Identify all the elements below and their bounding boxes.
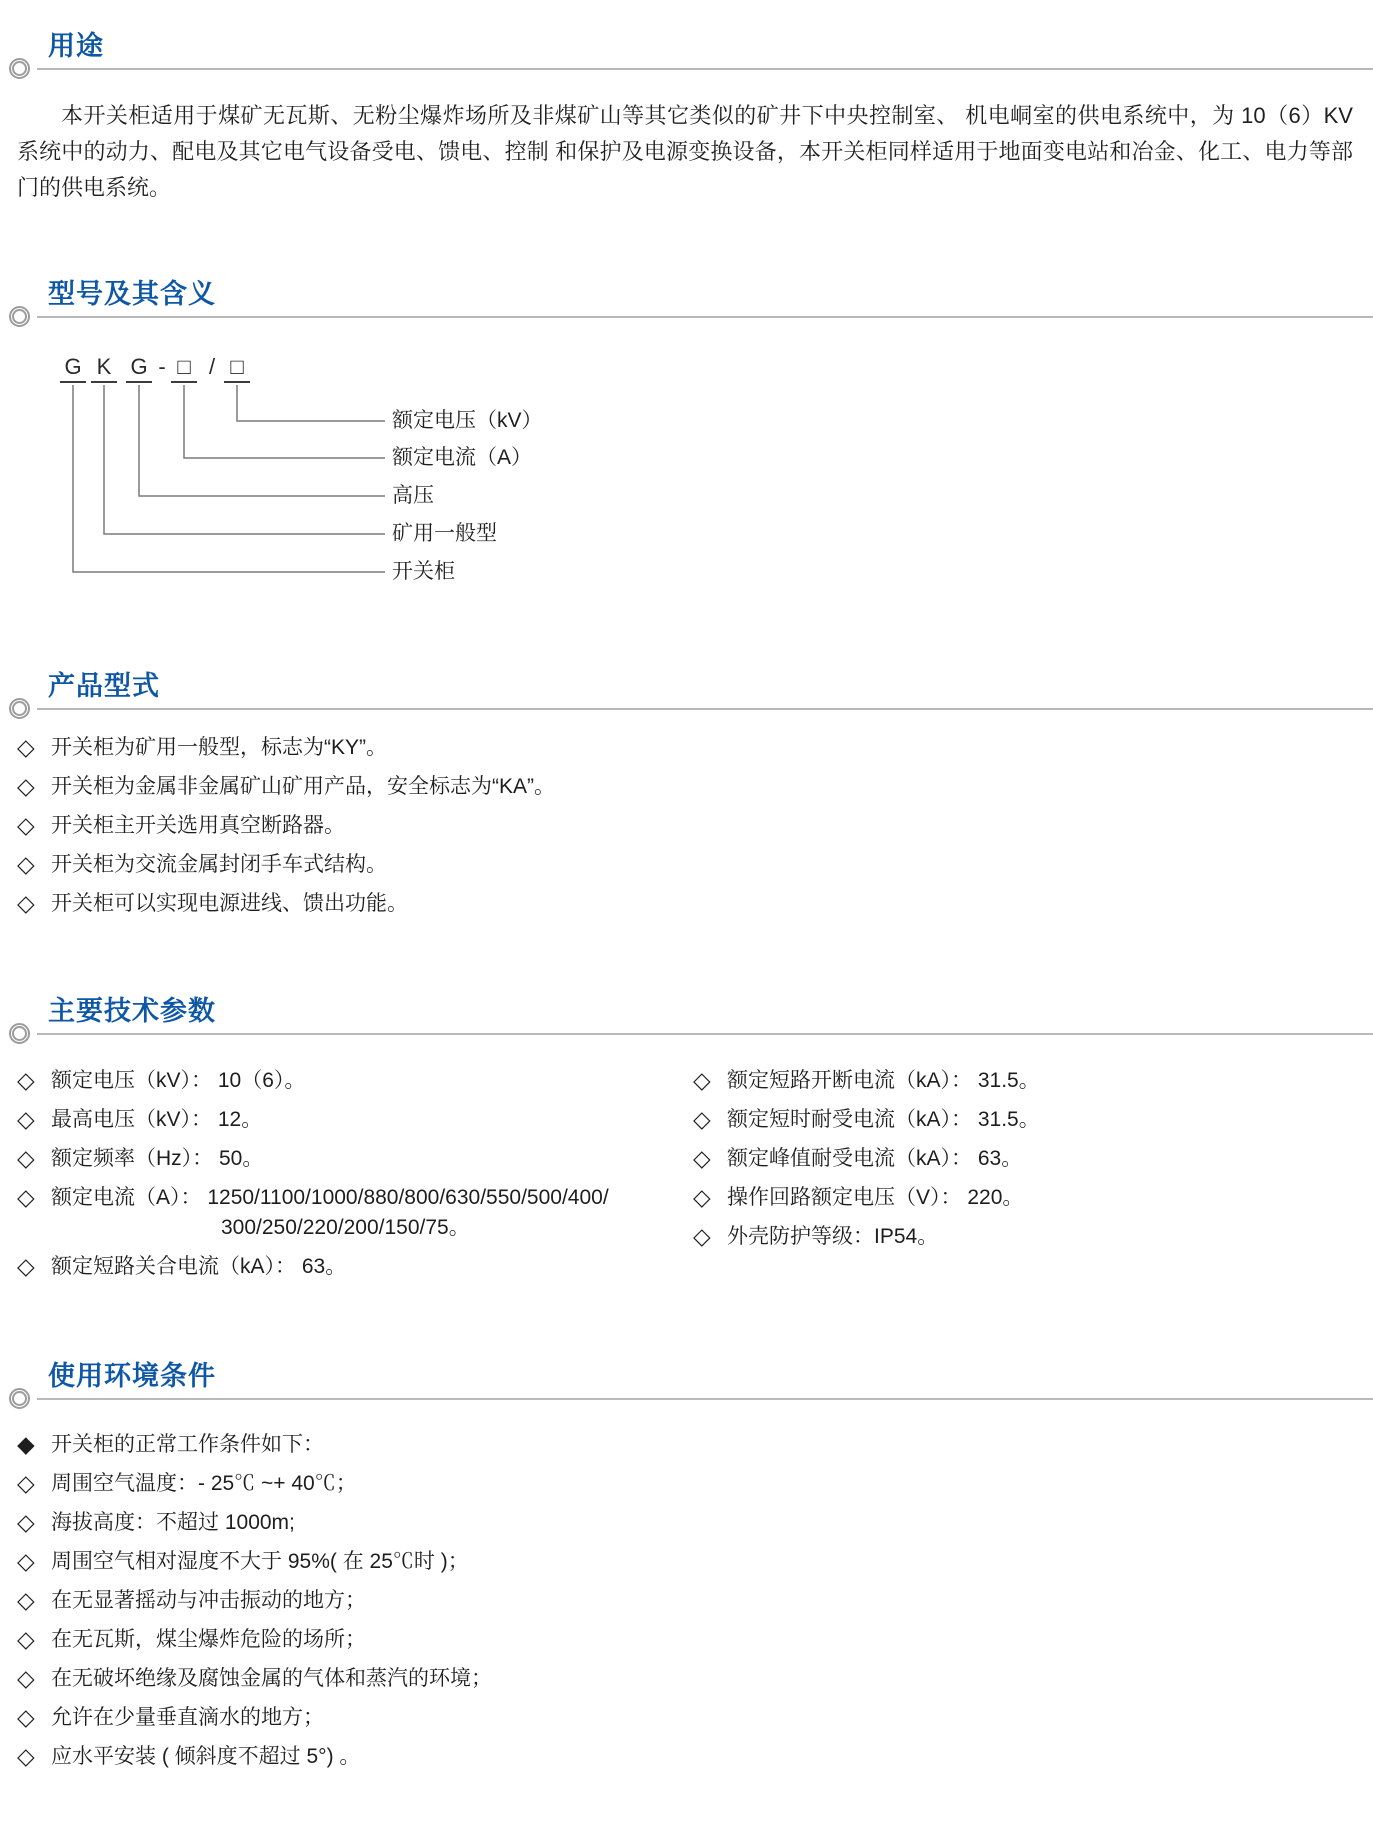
param-row: [693, 1183, 1373, 1213]
section-title-model: 型号及其含义: [48, 279, 216, 309]
diamond-marker-icon: ◇: [17, 1106, 35, 1132]
list-item: [17, 1742, 1373, 1772]
param-row: [693, 1144, 1373, 1174]
list-item: [17, 1430, 1373, 1460]
diamond-marker-icon: ◇: [17, 1587, 35, 1613]
diamond-marker-icon: ◇: [17, 1704, 35, 1730]
list-item-text: 开关柜的正常工作条件如下：: [51, 1433, 324, 1456]
param-row-rated-current: [17, 1183, 693, 1243]
list-item-text: 允许在少量垂直滴水的地方；: [51, 1706, 324, 1729]
diamond-marker-icon: ◇: [693, 1067, 711, 1093]
diamond-marker-icon: ◇: [17, 1548, 35, 1574]
list-item-text: 应水平安装 ( 倾斜度不超过 5°) 。: [51, 1745, 361, 1768]
diamond-marker-icon: ◇: [17, 812, 35, 838]
divider-line: [37, 68, 1373, 70]
param-text: 操作回路额定电压（V）： 220。: [727, 1186, 1024, 1209]
section-title-environment: 使用环境条件: [48, 1361, 216, 1391]
double-ring-icon: [9, 306, 30, 327]
diamond-marker-icon: ◇: [17, 851, 35, 877]
section-rule: [0, 1027, 1373, 1051]
diamond-marker-icon: ◇: [17, 1184, 35, 1210]
section-model: [0, 278, 1373, 599]
diamond-marker-icon: ◇: [17, 1253, 35, 1279]
diamond-marker-icon: ◇: [17, 1743, 35, 1769]
divider-line: [37, 708, 1373, 710]
double-ring-icon: [9, 1023, 30, 1044]
param-row: [693, 1066, 1373, 1096]
param-text: 额定短路关合电流（kA）： 63。: [51, 1255, 347, 1278]
divider-line: [37, 1398, 1373, 1400]
list-item: [17, 1703, 1373, 1733]
param-row: [17, 1105, 693, 1135]
usage-paragraph: 本开关柜适用于煤矿无瓦斯、无粉尘爆炸场所及非煤矿山等其它类似的矿井下中央控制室、 机电峒室的供电系统中，为 10（6）KV 系统中的动力、配电及其它电气设备受电、馈电、控制 和保护及电源变换设备，本开关柜同样适用于地面变电站和冶金、化工、电力等部门的供电系统。: [17, 103, 1353, 200]
section-rule: [0, 310, 1373, 334]
diamond-marker-icon: ◇: [17, 1509, 35, 1535]
param-text: 最高电压（kV）： 12。: [51, 1108, 263, 1131]
divider-line: [37, 316, 1373, 318]
param-text: 额定电压（kV）： 10（6）。: [51, 1069, 306, 1092]
section-rule: [0, 1392, 1373, 1416]
double-ring-icon: [9, 698, 30, 719]
list-item-text: 开关柜为金属非金属矿山矿用产品，安全标志为“KA”。: [51, 775, 555, 798]
list-item-text: 周围空气温度：- 25℃ ~+ 40℃；: [51, 1472, 357, 1495]
section-title-product-type: 产品型式: [48, 671, 160, 701]
list-item-text: 开关柜主开关选用真空断路器。: [51, 814, 345, 837]
list-item: [17, 811, 1373, 841]
param-value-line: [51, 1183, 693, 1213]
list-item: [17, 1508, 1373, 1538]
model-code-char: K: [96, 354, 112, 379]
list-item-text: 开关柜为交流金属封闭手车式结构。: [51, 853, 387, 876]
model-code-char: □: [230, 354, 244, 379]
list-item: [17, 1625, 1373, 1655]
param-text: 额定频率（Hz）： 50。: [51, 1147, 264, 1170]
section-title-tech-params: 主要技术参数: [48, 996, 216, 1026]
section-product-type: [0, 670, 1373, 928]
param-row: [693, 1105, 1373, 1135]
diamond-marker-icon: ◇: [17, 734, 35, 760]
model-label-mining-type: 矿用一般型: [392, 522, 497, 545]
model-code-char: /: [208, 354, 216, 379]
tech-params-columns: [17, 1066, 1373, 1291]
param-text: 额定峰值耐受电流（kA）： 63。: [727, 1147, 1023, 1170]
tech-params-left-column: [17, 1066, 693, 1291]
model-code-char: G: [64, 354, 82, 379]
list-item: [17, 733, 1373, 763]
model-label-rated-current: 额定电流（A）: [392, 446, 533, 469]
param-text: 额定短时耐受电流（kA）： 31.5。: [727, 1108, 1040, 1131]
param-label: 额定电流（A）：: [51, 1186, 208, 1209]
double-ring-icon: [9, 1388, 30, 1409]
diamond-marker-icon: ◇: [693, 1145, 711, 1171]
diamond-marker-icon: ◇: [693, 1223, 711, 1249]
list-item: [17, 1469, 1373, 1499]
section-environment: [0, 1360, 1373, 1781]
param-text: [51, 1183, 693, 1243]
param-text: 额定短路开断电流（kA）： 31.5。: [727, 1069, 1040, 1092]
filled-diamond-marker-icon: ◆: [17, 1431, 35, 1457]
environment-list: [17, 1430, 1373, 1772]
diamond-marker-icon: ◇: [17, 1665, 35, 1691]
param-row: [17, 1252, 693, 1282]
model-code-char: G: [130, 354, 148, 379]
list-item: [17, 772, 1373, 802]
list-item-text: 在无瓦斯，煤尘爆炸危险的场所；: [51, 1628, 366, 1651]
tech-params-right-column: [693, 1066, 1373, 1291]
double-ring-icon: [9, 58, 30, 79]
diamond-marker-icon: ◇: [693, 1184, 711, 1210]
model-code-char: □: [177, 354, 191, 379]
list-item: [17, 1664, 1373, 1694]
list-item-text: 开关柜可以实现电源进线、馈出功能。: [51, 892, 408, 915]
param-value: 1250/1100/1000/880/800/630/550/500/400/: [207, 1186, 609, 1209]
section-title-usage: 用途: [48, 31, 104, 61]
divider-line: [37, 1033, 1373, 1035]
diamond-marker-icon: ◇: [17, 890, 35, 916]
param-row: [693, 1222, 1373, 1252]
list-item-text: 周围空气相对湿度不大于 95%( 在 25℃时 )；: [51, 1550, 469, 1573]
diamond-marker-icon: ◇: [17, 1470, 35, 1496]
list-item: [17, 889, 1373, 919]
diamond-marker-icon: ◇: [17, 773, 35, 799]
diamond-marker-icon: ◇: [17, 1626, 35, 1652]
param-row: [17, 1144, 693, 1174]
section-usage: [0, 30, 1373, 206]
list-item-text: 海拔高度：不超过 1000m;: [51, 1511, 295, 1534]
model-code-diagram: [60, 354, 1373, 599]
list-item: [17, 850, 1373, 880]
model-label-switchgear: 开关柜: [392, 560, 455, 583]
section-tech-params: [0, 995, 1373, 1291]
section-rule: [0, 702, 1373, 726]
param-value-line: 300/250/220/200/150/75。: [221, 1216, 470, 1239]
param-row: [17, 1066, 693, 1096]
model-code-char: -: [158, 354, 166, 379]
model-label-high-voltage: 高压: [392, 484, 434, 507]
list-item-text: 在无显著摇动与冲击振动的地方；: [51, 1589, 366, 1612]
list-item: [17, 1586, 1373, 1616]
model-label-rated-voltage: 额定电压（kV）: [392, 409, 543, 432]
diamond-marker-icon: ◇: [17, 1145, 35, 1171]
param-text: 外壳防护等级：IP54。: [727, 1225, 939, 1248]
section-rule: [0, 62, 1373, 86]
product-type-list: [17, 733, 1373, 919]
list-item: [17, 1547, 1373, 1577]
diamond-marker-icon: ◇: [693, 1106, 711, 1132]
list-item-text: 开关柜为矿用一般型，标志为“KY”。: [51, 736, 387, 759]
diamond-marker-icon: ◇: [17, 1067, 35, 1093]
list-item-text: 在无破坏绝缘及腐蚀金属的气体和蒸汽的环境；: [51, 1667, 492, 1690]
